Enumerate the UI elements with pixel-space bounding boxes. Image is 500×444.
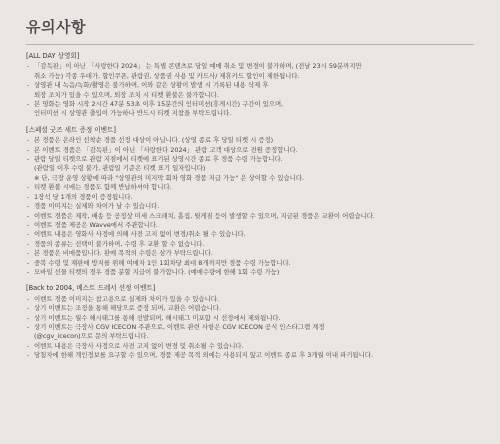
notice-line: 퇴장 조치가 있을 수 있으며, 퇴장 조치 시 티켓 환불은 불가합니다. — [34, 90, 219, 99]
notice-line: - 이벤트 경품 제공은 Wavve에서 주관합니다. — [26, 221, 480, 230]
notice-line: - 모바일 선물 티켓의 경우 경품 분할 지급이 불가합니다. (예매수량에 한해 1회 수령 가능) — [26, 268, 480, 277]
notice-line: - 상기 이벤트는 조정을 통해 해당으로 증정 되며, 교환은 어렵습니다. — [26, 304, 480, 313]
notice-line: - 1장석 당 1개의 경품이 증정됩니다. — [26, 193, 480, 202]
notice-line: - 관람 당일 티켓으로 관람 지점에서 티켓에 표기된 상영시간 종료 후 경품 수령 가능합니다. — [26, 155, 480, 164]
notice-note: ※ 단, 극장 운영 상황에 따라 "상영관의 미지막 회차 영화 경품 지급 가능" 은 상이할 수 있습니다. — [34, 173, 305, 182]
notice-line: (@cgv_icecon)으로 문의 부탁드립니다. — [34, 332, 149, 341]
section-best-dresser-event — [26, 284, 480, 360]
notice-line: - 이벤트 내용은 극장사 사정으로 사전 고지 없이 변경 및 취소될 수 있습니다. — [26, 342, 480, 351]
section-heading: [Back to 2004, 베스트 드레서 선정 이벤트] — [26, 284, 156, 293]
notice-line: 인터미션 시 상영관 출입이 가능하나 반드시 티켓 지참을 부탁드립니다. — [34, 109, 232, 118]
notice-line: - 경품의 종류는 선택이 불가하며, 수령 후 교환 할 수 없습니다. — [26, 240, 480, 249]
notice-line: (관람일 이후 수령 불가, 관람일 기준은 티켓 표기 일자입니다) — [34, 164, 206, 173]
section-all-day-screening — [26, 52, 480, 119]
page-title: 유의사항 — [26, 18, 86, 36]
notice-line: - 본 이벤트 경품은 「감독판」이 아닌 「사랑한다 2024」 관람 고객 대상으로 전원 증정합니다. — [26, 146, 480, 155]
notice-line: - 「감독판」이 아닌 「사랑한다 2024」 는 특별 콘텐츠로 당일 예매 취소 및 변경이 불가하며, (전날 23시 59분까지만 — [26, 62, 480, 71]
notice-line: - 당첨자에 한해 개인정보를 요구할 수 있으며, 경품 제공 목적 외에는 사용되지 않고 이벤트 종료 후 3개월 이내 파기됩니다. — [26, 351, 480, 360]
notice-line: - 상기 이벤트는 월수 해시태그를 통해 선발되며, 해시태그 미포함 시 선정에서 제외됩니다. — [26, 314, 480, 323]
section-goods-event — [26, 126, 480, 278]
title-divider — [26, 44, 474, 45]
notice-line: - 본 경품은 온라인 선착순 경품 선정 대상이 아닙니다. (상영 종료 후 당일 티켓 시 증정) — [26, 136, 480, 145]
notice-line: - 이벤트 내용은 영화사 사정에 의해 사전 고지 없이 변경/취소 될 수 있습니다. — [26, 230, 480, 239]
notice-line: - 본 경품은 비매품입니다. 판매 목적의 수령은 삼가 부탁드립니다. — [26, 249, 480, 258]
section-heading: [스페셜 굿즈 세트 증정 이벤트] — [26, 125, 116, 134]
notice-line: - 상기 이벤트는 극장사 CGV ICECON 주관으로, 이벤트 관련 사항은 CGV ICECON 공식 인스타그램 계정 — [26, 323, 480, 332]
section-heading: [ALL DAY 상영회] — [26, 52, 80, 60]
notice-line: - 상영관 내 녹음/녹화/촬영은 불가하며, 이와 같은 상황이 발생 시 기록된 내용 삭제 후 — [26, 81, 480, 90]
notice-line: - 티켓 환불 시에는 경품도 함께 반납하셔야 합니다. — [26, 183, 480, 192]
notice-line: 취소 가능) 각종 우대가, 할인쿠폰, 관람권, 상품권 사용 및 카드사/ 제휴카드 할인이 제한됩니다. — [34, 71, 300, 80]
notice-line: - 이벤트 경품 이미지는 참고용으로 실제와 차이가 있을 수 있습니다. — [26, 295, 480, 304]
notice-line: - 본 영화는 영화 시작 2시간 47분 53초 이후 15분간의 인터미션(휴게시간) 구간이 있으며, — [26, 100, 480, 109]
notice-line: - 이벤트 경품은 제작, 배송 등 공정상 미세 스크래치, 홈집, 뒷게짐 등이 발생할 수 있으며, 지금된 경품은 교환이 어렵습니다. — [26, 212, 480, 221]
notice-line: - 중복 수령 및 재판매 방지를 위해 여매자 1인 1회차당 최대 8개까지만 경품 수령 가능합니다. — [26, 259, 480, 268]
notice-line: - 경품 이미지는 실제와 차이가 날 수 있습니다. — [26, 202, 480, 211]
notice-content — [26, 52, 480, 368]
